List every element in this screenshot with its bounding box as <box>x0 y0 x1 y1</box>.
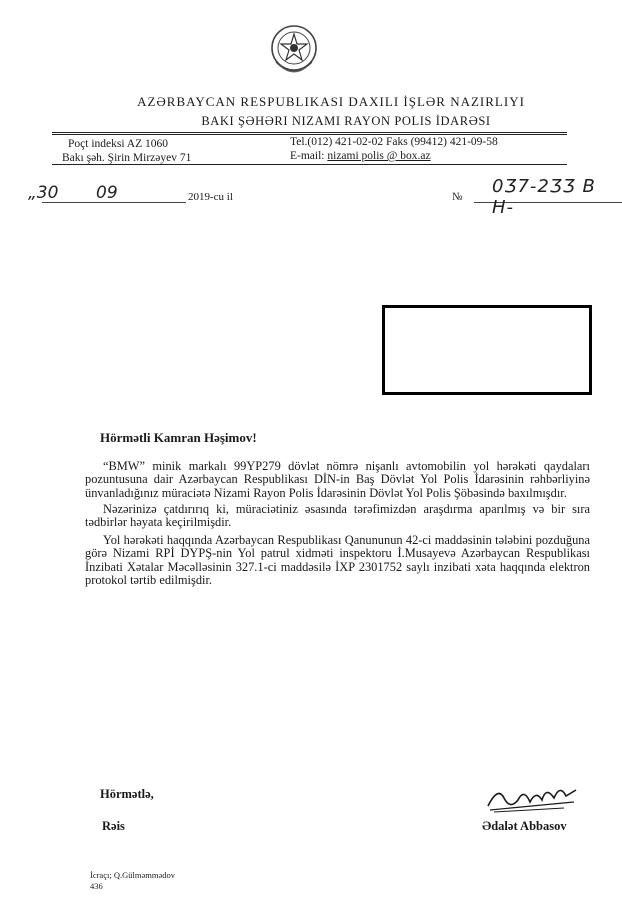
number-label: № <box>452 191 463 203</box>
executor-phone: 436 <box>90 881 103 891</box>
email-address: nizami polis @ box.az <box>327 150 431 162</box>
date-month: 09 <box>96 183 118 203</box>
header-rule <box>52 132 567 133</box>
ministry-name: AZƏRBAYCAN RESPUBLIKASI DAXILI İŞLƏR NAZIRLIYI <box>137 94 525 109</box>
state-emblem-icon <box>268 22 320 82</box>
signatory-title: Rəis <box>102 819 125 833</box>
address: Bakı şəh. Şirin Mirzəyev 71 <box>62 152 192 164</box>
date-year: 2019-cu il <box>188 191 233 203</box>
signatory-name: Ədalət Abbasov <box>482 819 567 833</box>
date-day: „30 <box>28 183 59 203</box>
closing-regards: Hörmətlə, <box>100 787 154 801</box>
email-label: E-mail: <box>290 150 325 162</box>
contacts-rule <box>52 164 567 165</box>
date-underline <box>42 202 186 203</box>
executor-name: İcraçı; Q.Gülməmmədov <box>90 870 175 880</box>
document-number: 0Ʒ7-2ƷƷ B H- <box>492 176 596 218</box>
department-name: BAKI ŞƏHƏRI NIZAMI RAYON POLIS İDARƏSI <box>201 114 491 128</box>
redacted-recipient-box <box>382 305 592 395</box>
paragraph-2: Nəzərinizə çatdırırıq ki, müraciətiniz əsasında tərəfimizdən araşdırma aparılmış və bir sıra tədbirlər həyata keçirilmişdir. <box>85 502 590 530</box>
paragraph-3: Yol hərəkəti haqqında Azərbaycan Respublikası Qanununun 42-ci maddəsinin tələbini pozduğuna görə Nizami RPİ DYPŞ-nin Yol patrul xidməti inspektoru İ.Musayevə Azərbaycan Respublikası İnzibati Xətalar Məcəlləsinin 327.1-ci maddəsilə İXP 2301752 saylı inzibati xəta haqqında elektron protokol tərtib edilmişdir. <box>85 533 590 588</box>
paragraph-1: “BMW” minik markalı 99YP279 dövlət nömrə nişanlı avtomobilin yol hərəkəti qaydaları pozuntusuna dair Azərbaycan Respublikası DİN-in Baş Dövlət Yol Polis İdarəsinin rəhbərliyinə ünvanladığınız müraciətə Nizami Rayon Polis İdarəsinin Dövlət Yol Polis Şöbəsində baxılmışdır. <box>85 459 590 500</box>
signature-icon <box>484 780 580 814</box>
greeting: Hörmətli Kamran Həşimov! <box>100 430 257 445</box>
postcode: Poçt indeksi AZ 1060 <box>68 138 168 150</box>
phone-fax: Tel.(012) 421-02-02 Faks (99412) 421-09-58 <box>290 136 498 148</box>
executor-info <box>90 870 175 892</box>
email-line <box>290 149 431 163</box>
